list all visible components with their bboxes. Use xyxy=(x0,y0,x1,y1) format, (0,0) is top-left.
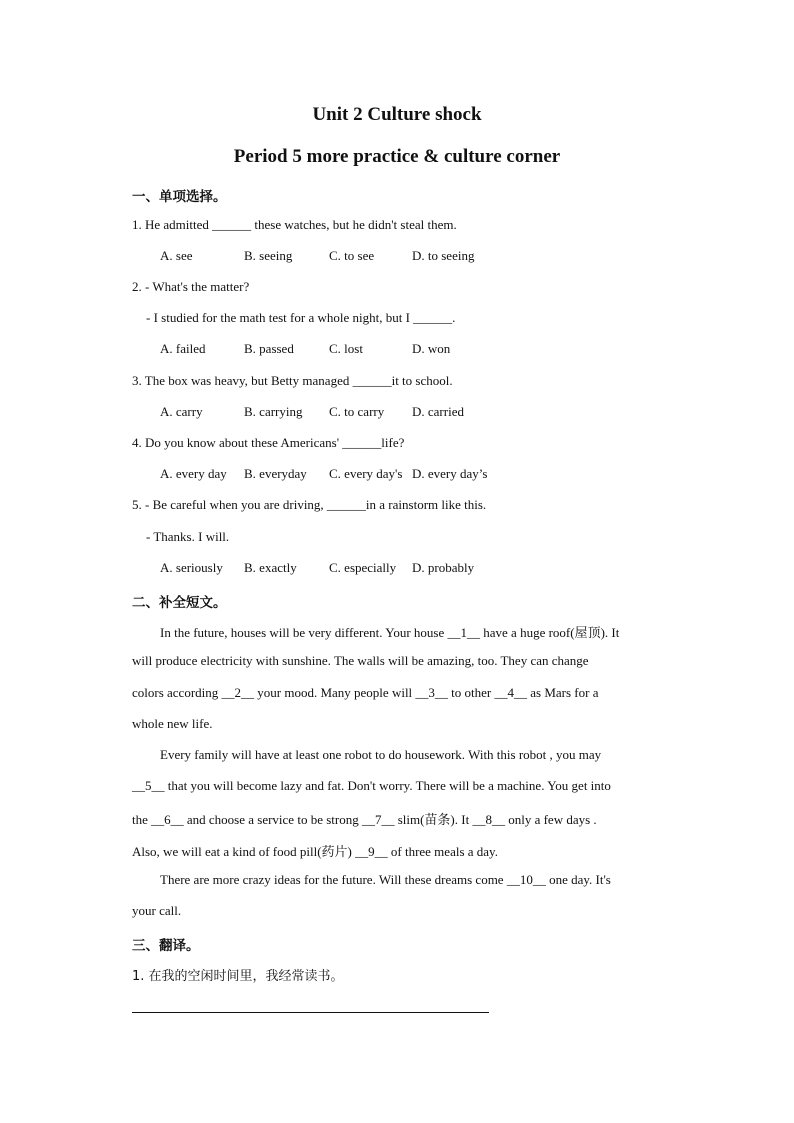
option-d: D. probably xyxy=(412,560,475,575)
option-c: C. to carry xyxy=(329,404,385,419)
question-5-reply: - Thanks. I will. xyxy=(146,529,230,544)
page-title: Unit 2 Culture shock xyxy=(312,104,482,125)
option-c: C. to see xyxy=(329,248,375,263)
option-a: A. seriously xyxy=(160,560,223,575)
option-b: B. everyday xyxy=(244,466,307,481)
option-d: D. to seeing xyxy=(412,248,475,263)
passage-line: your call. xyxy=(132,903,182,918)
passage-line: Every family will have at least one robot to do housework. With this robot , you may xyxy=(160,747,602,762)
passage-line: colors according __2__ your mood. Many people will __3__ to other __4__ as Mars for a xyxy=(132,685,599,700)
passage-line: In the future, houses will be very different. Your house __1__ have a huge roof(屋顶). It xyxy=(160,625,620,640)
option-c: C. every day's xyxy=(329,466,403,481)
passage-line: Also, we will eat a kind of food pill(药片) __9__ of three meals a day. xyxy=(132,844,498,859)
answer-line[interactable] xyxy=(132,1012,489,1013)
option-a: A. carry xyxy=(160,404,203,419)
page-subtitle: Period 5 more practice & culture corner xyxy=(233,146,561,167)
passage-line: the __6__ and choose a service to be strong __7__ slim(苗条). It __8__ only a few days . xyxy=(132,812,597,827)
question-5-options xyxy=(160,560,474,576)
translation-question-1: 1. 在我的空闲时间里，我经常读书。 xyxy=(132,969,344,984)
passage-line: There are more crazy ideas for the future. Will these dreams come __10__ one day. It's xyxy=(160,872,611,887)
question-4-options xyxy=(160,466,487,482)
question-3: 3. The box was heavy, but Betty managed ______it to school. xyxy=(132,373,453,388)
question-5: 5. - Be careful when you are driving, ______in a rainstorm like this. xyxy=(132,497,487,512)
option-b: B. passed xyxy=(244,341,294,356)
option-b: B. carrying xyxy=(244,404,303,419)
option-a: A. failed xyxy=(160,341,206,356)
option-b: B. exactly xyxy=(244,560,297,575)
question-2-reply: - I studied for the math test for a whole night, but I ______. xyxy=(146,310,456,325)
option-d: D. carried xyxy=(412,404,464,419)
passage-line: __5__ that you will become lazy and fat. Don't worry. There will be a machine. You get into xyxy=(132,778,611,793)
option-b: B. seeing xyxy=(244,248,293,263)
option-c: C. especially xyxy=(329,560,397,575)
passage-line: will produce electricity with sunshine. The walls will be amazing, too. They can change xyxy=(132,653,589,668)
question-2: 2. - What's the matter? xyxy=(132,279,250,294)
option-d: D. every day’s xyxy=(412,466,488,481)
option-d: D. won xyxy=(412,341,451,356)
question-1: 1. He admitted ______ these watches, but he didn't steal them. xyxy=(132,217,457,232)
section-heading-translation: 三、翻译。 xyxy=(132,938,200,954)
question-4: 4. Do you know about these Americans' ______life? xyxy=(132,435,405,450)
section-heading-cloze: 二、补全短文。 xyxy=(132,595,227,611)
question-2-options xyxy=(160,341,450,357)
question-3-options xyxy=(160,404,464,420)
passage-line: whole new life. xyxy=(132,716,213,731)
option-a: A. see xyxy=(160,248,193,263)
question-1-options xyxy=(160,248,474,264)
section-heading-choice: 一、单项选择。 xyxy=(132,189,227,205)
option-c: C. lost xyxy=(329,341,363,356)
option-a: A. every day xyxy=(160,466,227,481)
